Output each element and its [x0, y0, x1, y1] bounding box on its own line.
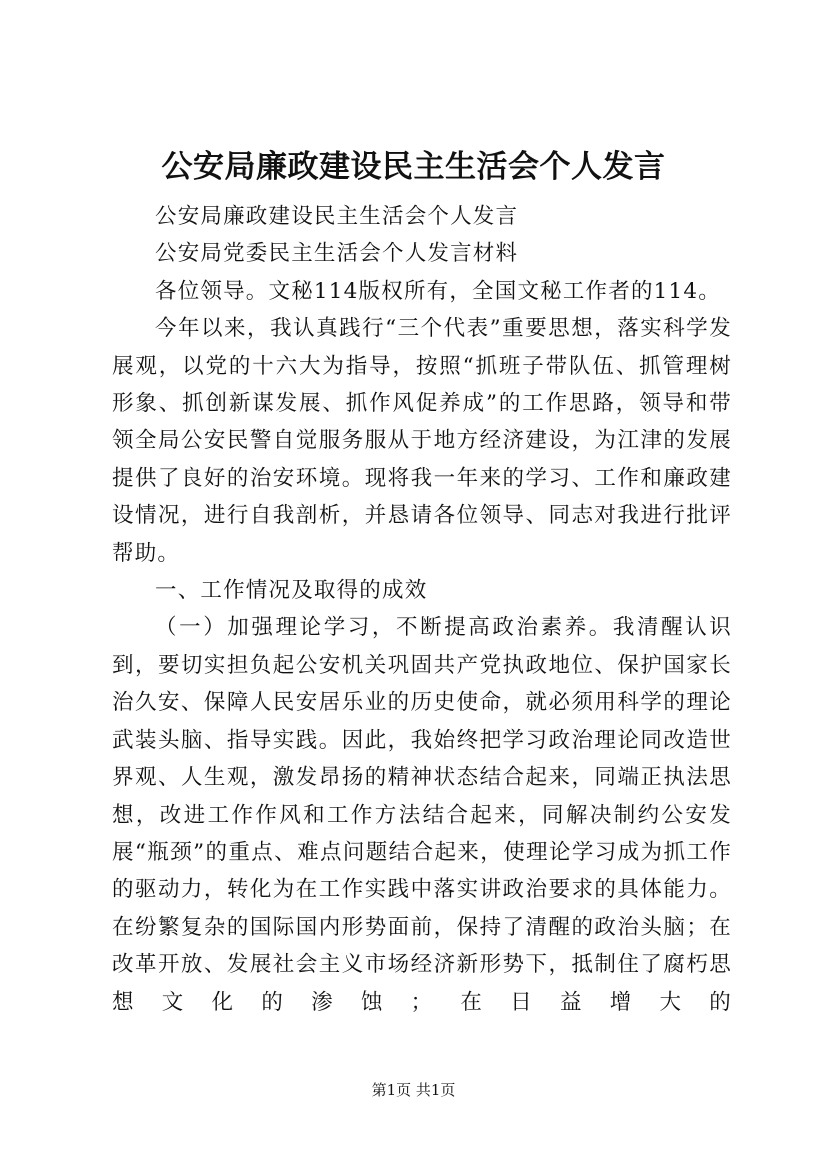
page-number-footer: 第1页 共1页 — [371, 1081, 456, 1099]
paragraph-theory-study: （一）加强理论学习，不断提高政治素养。我清醒认识到，要切实担负起公安机关巩固共产党执政地位、保护国家长治久安、保障人民安居乐业的历史使命，就必须用科学的理论武装头脑、指导实践。因此，我始终把学习政治理论同改造世界观、人生观，激发昂扬的精神状态结合起来，同端正执法思想，改进工作作风和工作方法结合起来，同解决制约公安发展“瓶颈”的重点、难点问题结合起来，使理论学习成为抓工作的驱动力，转化为在工作实践中落实讲政治要求的具体能力。在纷繁复杂的国际国内形势面前，保持了清醒的政治头脑；在改革开放、发展社会主义市场经济新形势下，抵制住了腐朽思想文化的渗蚀；在日益增大的 — [112, 615, 732, 1015]
document-body — [112, 198, 732, 1021]
paragraph-salutation: 各位领导。文秘114版权所有，全国文秘工作者的114。 — [155, 278, 721, 304]
section-heading: 一、工作情况及取得的成效 — [155, 578, 428, 604]
document-title: 公安局廉政建设民主生活会个人发言 — [161, 149, 666, 185]
paragraph-material-title: 公安局党委民主生活会个人发言材料 — [155, 241, 519, 267]
paragraph-intro: 今年以来，我认真践行“三个代表”重要思想，落实科学发展观，以党的十六大为指导，按照“抓班子带队伍、抓管理树形象、抓创新谋发展、抓作风促养成”的工作思路，领导和带领全局公安民警自觉服务服从于地方经济建设，为江津的发展提供了良好的治安环境。现将我一年来的学习、工作和廉政建设情况，进行自我剖析，并恳请各位领导、同志对我进行批评帮助。 — [112, 316, 732, 566]
paragraph-subtitle: 公安局廉政建设民主生活会个人发言 — [155, 204, 519, 229]
